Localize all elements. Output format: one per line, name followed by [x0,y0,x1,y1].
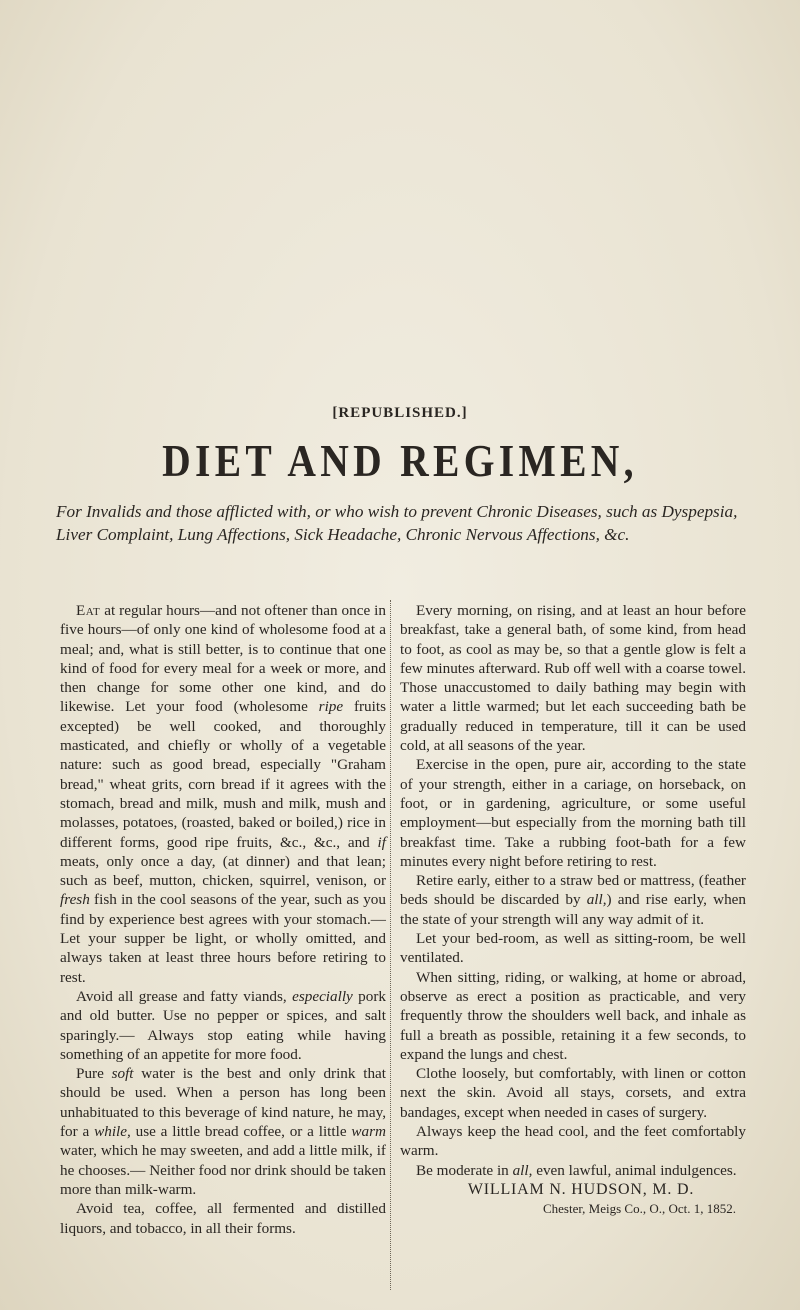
page-title: DIET AND REGIMEN, [162,435,638,486]
italic-run: all, [586,891,607,909]
text-run: Avoid all grease and fatty viands, [76,987,293,1005]
lead-word: Eat [76,602,101,619]
text-run: Be moderate in [416,1161,513,1179]
place-date: Chester, Meigs Co., O., Oct. 1, 1852. [542,1201,736,1217]
text-run: even lawful, animal indulgences. [532,1161,737,1179]
text-run: Retire early, either to a straw bed or mattress, (feather beds should be discarded by [400,872,746,909]
text-run: meats, only once a day, (at dinner) and that lean; such as beef, mutton, chicken, squirrel, venison, or [60,852,386,890]
italic-run: especially [292,987,353,1005]
column-divider [390,600,391,1290]
republished-tag: [REPUBLISHED.] [332,405,468,421]
text-run: water is the best and only drink that should be used. When a person has long been unhabituated to this beverage of kind nature, he may, for a [60,1065,387,1141]
text-run: at regular hours—and not oftener than once in five hours—of only one kind of wholesome food at a meal; and, what is still better, is to continue that one kind of food for every meal for a week or more, and then change for some other one kind, and do likewise. Let your food (wholesome [60,602,386,716]
paragraph-pure-water [60,1064,386,1199]
italic-run: fresh [60,891,90,909]
left-column [60,601,386,1238]
italic-run: soft [111,1065,134,1083]
paragraph-clothing: Clothe loosely, but comfortably, with linen or cotton next the skin. Avoid all stays, corsets, and extra bandages, except when needed in cases of surgery. [400,1065,746,1121]
paragraph-retire-early [400,871,746,929]
paragraph-bed-room: Let your bed-room, as well as sitting-room, be well ventilated. [400,930,746,967]
paragraph-avoid-tea: Avoid tea, coffee, all fermented and distilled liquors, and tobacco, in all their forms. [60,1200,386,1237]
italic-run: all, [512,1161,533,1179]
paragraph-head-cool: Always keep the head cool, and the feet comfortably warm. [400,1123,746,1160]
italic-run: warm [351,1123,386,1141]
text-run: use a little bread coffee, or a little [130,1123,352,1141]
text-run: fruits excepted) be well cooked, and thoroughly masticated, and chiefly or wholly of a vegetable nature: such as good bread, especially "Graham bread," wheat grits, corn bread if it agrees with the stomach, bread and milk, mush and milk, mush and molasses, potatoes, (roasted, baked or boiled,) rice in different forms, good ripe fruits, &c., &c., and [60,698,387,851]
text-run: pork and old butter. Use no pepper or spices, and salt sparingly.— Always stop eating while having something of an appetite for more food. [60,987,386,1063]
right-column [400,601,746,1219]
subtitle: For Invalids and those afflicted with, or who wish to prevent Chronic Diseases, such as Dyspepsia, Liver Complaint, Lung Affections, Sick Headache, Chronic Nervous Affections, &c. [56,502,738,544]
text-run: fish in the cool seasons of the year, such as you find by experience best agrees with your stomach.— Let your supper be light, or wholly omitted, and always taken at least three hours before retiring to rest. [60,891,386,986]
italic-run: ripe [318,698,344,716]
italic-run: if [377,833,386,851]
paragraph-exercise: Exercise in the open, pure air, according to the state of your strength, either in a cariage, on horseback, on foot, or in gardening, agriculture, or some useful employment—but especially from the morning bath till breakfast time. Take a rubbing foot-bath for a few minutes every night before retiring to rest. [400,756,746,870]
paragraph-eat [60,601,386,987]
paragraph-posture: When sitting, riding, or walking, at home or abroad, observe as erect a position as practicable, and very frequently throw the shoulders well back, and inhale as full a breath as possible, retaining it a few seconds, to expand the lungs and chest. [400,968,746,1063]
italic-run: while, [94,1123,131,1141]
paragraph-morning-bath: Every morning, on rising, and at least an hour before breakfast, take a general bath, of some kind, from head to foot, as cool as may be, so that a gentle glow is felt a few minutes afterward. Rub off well with a coarse towel. Those unaccustomed to daily bathing may begin with water a little warmed; but let each succeeding bath be gradually reduced in temperature, till it can be used cold, at all seasons of the year. [400,602,746,755]
text-run: Pure [76,1065,112,1083]
author-signature: WILLIAM N. HUDSON, M. D. [467,1180,695,1198]
paragraph-avoid-grease [60,987,386,1064]
text-run: water, which he may sweeten, and add a little milk, if he chooses.— Neither food nor drink should be taken more than milk-warm. [60,1142,386,1198]
text-run: ) and rise early, when the state of your strength will any way admit of it. [400,891,746,928]
paragraph-moderation [400,1161,746,1180]
